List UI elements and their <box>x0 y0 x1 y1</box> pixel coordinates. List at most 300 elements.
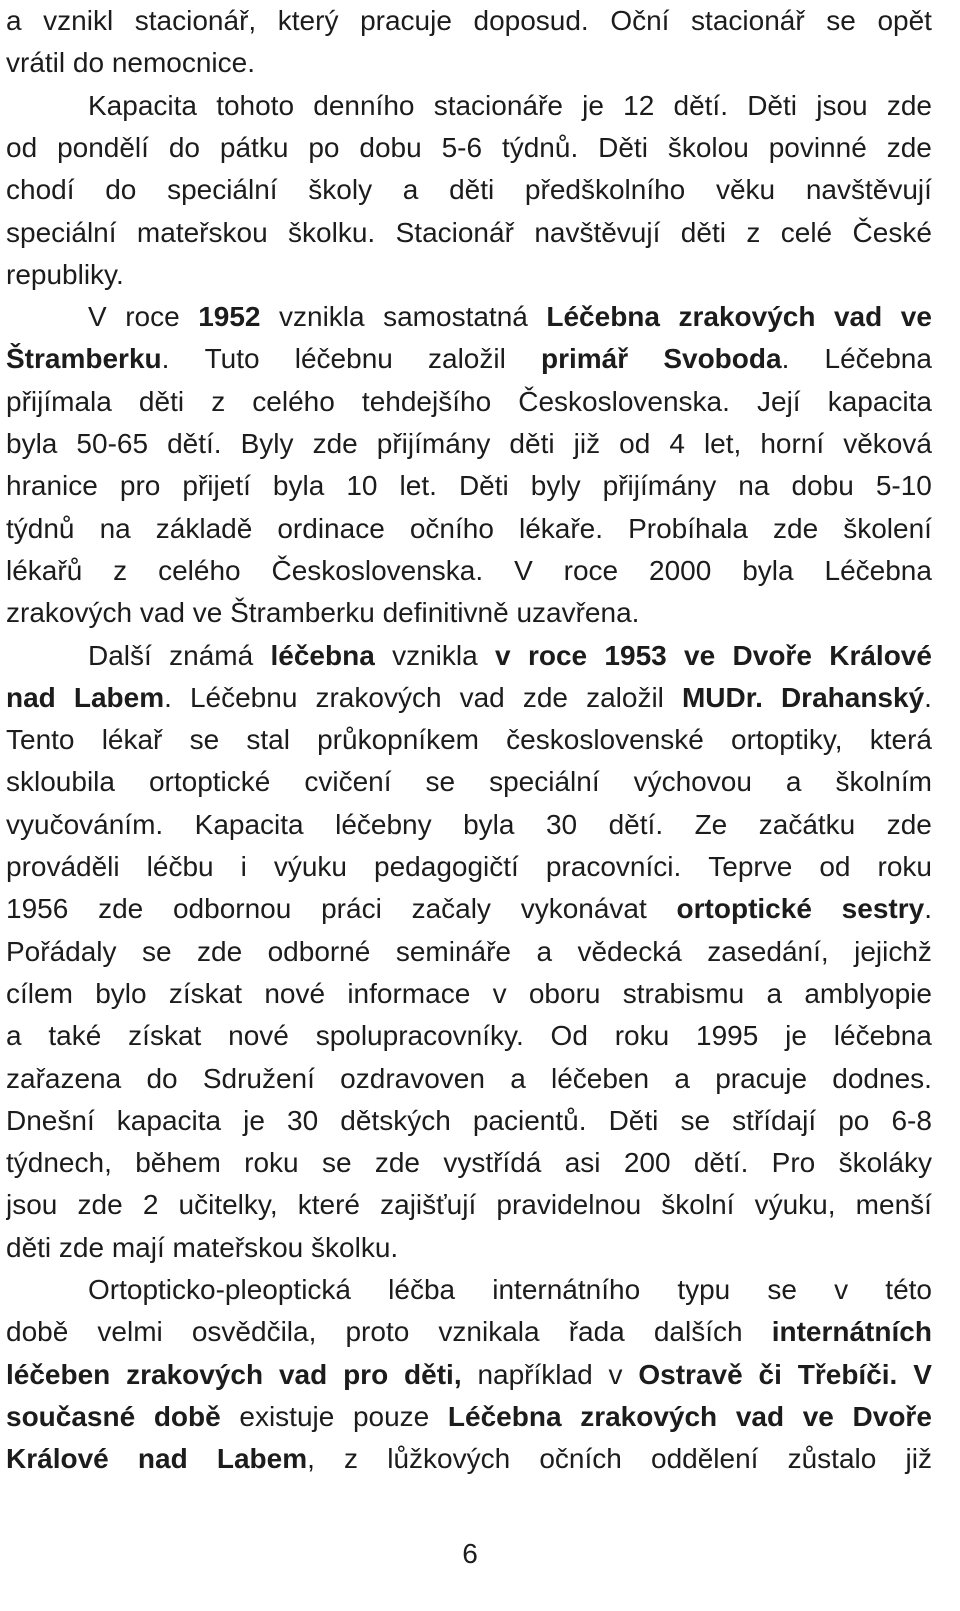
bold-text: v <box>495 639 511 671</box>
text-line <box>6 1184 932 1226</box>
text-word: horní <box>760 428 825 459</box>
bold-text: 1952 <box>198 301 261 333</box>
text-word: Pro <box>771 1147 816 1179</box>
text-word: základě <box>155 512 253 544</box>
bold-text: Labem <box>216 1443 308 1475</box>
text-word: speciální <box>6 216 117 248</box>
text-word: zajišťují <box>380 1189 477 1221</box>
text-word: zde <box>98 893 144 925</box>
text-word: lékařů <box>6 554 83 586</box>
text-word: této <box>885 1274 932 1305</box>
text-word: školku. <box>288 216 376 248</box>
bold-text: ve <box>802 1400 834 1432</box>
text-word: roku <box>877 851 932 882</box>
text-word: československé <box>506 724 704 756</box>
text-word: děti <box>449 174 495 206</box>
text-line <box>6 888 932 930</box>
text-word: cvičení <box>304 766 392 798</box>
text-word: asi <box>564 1147 601 1179</box>
text-line <box>6 212 932 254</box>
text-word: Léčebna <box>824 554 932 586</box>
text-word: předškolního <box>524 174 686 206</box>
text-word: přijímány <box>602 470 717 502</box>
text-word: výuku <box>273 851 348 882</box>
text-word: řada <box>568 1316 625 1348</box>
text-word: povinné <box>768 131 867 163</box>
bold-text: době <box>153 1400 221 1432</box>
bold-text: zrakových <box>580 1400 718 1432</box>
text-line <box>6 465 932 507</box>
text-word: navštěvují <box>805 174 932 206</box>
text-word: typu <box>677 1274 731 1305</box>
text-word: školou <box>667 131 749 163</box>
text-word: lékaře. <box>518 512 604 544</box>
text-word: založil <box>586 681 664 713</box>
text-line <box>6 0 932 42</box>
text-word: 4 <box>669 428 685 459</box>
bold-text: Králové <box>829 639 932 671</box>
bold-text: Drahanský <box>780 681 925 713</box>
text-word: denního <box>313 89 415 121</box>
text-line <box>6 1396 932 1438</box>
text-word: zůstalo <box>787 1443 877 1475</box>
text-word: . <box>924 893 932 925</box>
text-word: , <box>307 1443 315 1475</box>
text-word: v <box>834 1274 849 1305</box>
text-word: Československa. <box>271 554 484 586</box>
text-line <box>6 1058 932 1100</box>
text-word: léčebnu <box>294 343 393 375</box>
text-word: týdnech, <box>6 1147 112 1179</box>
text-line <box>6 1438 932 1480</box>
text-word: je <box>243 1104 265 1136</box>
bold-text: sestry <box>841 893 925 925</box>
text-word: v <box>492 977 507 1009</box>
text-word: z <box>344 1443 359 1475</box>
text-word: semináře <box>395 935 511 967</box>
text-word: jsou <box>6 1189 58 1221</box>
text-word: Od <box>550 1020 588 1052</box>
text-word: vznikla <box>279 301 365 333</box>
text-word: přijetí <box>182 470 251 502</box>
text-word: která <box>869 724 932 756</box>
bold-text: Štramberku <box>6 343 162 375</box>
text-word: jejichž <box>854 935 932 967</box>
bold-text: 1953 <box>604 639 667 671</box>
text-word: Probíhala <box>628 512 748 544</box>
text-word: kapacita <box>827 385 932 417</box>
text-word: po <box>308 131 340 163</box>
text-word: již <box>573 428 601 459</box>
text-line <box>6 169 932 211</box>
text-word: . <box>164 681 172 713</box>
text-word: děti <box>138 385 185 417</box>
text-word: nové <box>264 977 326 1009</box>
text-line <box>6 550 932 592</box>
bold-text: Léčebna <box>546 301 660 333</box>
text-word: Československa. <box>518 385 730 417</box>
text-word: průkopníkem <box>317 724 479 756</box>
text-word: doposud. <box>473 5 589 36</box>
text-word: pondělí <box>57 131 149 163</box>
text-word: po <box>838 1104 870 1136</box>
text-word: na <box>99 512 131 544</box>
text-word: Děti <box>608 1104 659 1136</box>
bold-text: vad <box>278 1358 328 1390</box>
text-word: Léčebnu <box>189 681 298 713</box>
text-word: přijímány <box>376 428 491 459</box>
text-word: 10 <box>346 470 378 502</box>
text-word: 5-6 <box>441 131 483 163</box>
text-line <box>6 127 932 169</box>
text-word: V <box>88 301 107 333</box>
text-word: bylo <box>95 977 147 1009</box>
text-word: děti <box>680 216 726 248</box>
text-word: pátku <box>219 131 289 163</box>
text-word: dětí. <box>693 1147 749 1179</box>
text-word: 1956 <box>6 893 69 925</box>
text-word: jsou <box>816 89 868 121</box>
text-line <box>6 508 932 550</box>
text-word: z <box>746 216 761 248</box>
text-word: a <box>785 766 802 798</box>
bold-text: Králové <box>6 1443 109 1475</box>
text-word: chodí <box>6 174 75 206</box>
text-word: v <box>608 1358 623 1390</box>
text-word: Oční <box>610 5 670 36</box>
text-word: skloubila <box>6 766 115 798</box>
text-word: dalších <box>653 1316 743 1348</box>
text-word: práci <box>321 893 382 925</box>
text-run: zrakových vad ve Štramberku definitivně uzavřena. <box>6 597 640 629</box>
text-word: roce <box>563 554 619 586</box>
text-word: se <box>826 5 856 36</box>
text-word: Stacionář <box>395 216 514 248</box>
text-word: . <box>161 343 170 375</box>
text-word: V <box>514 554 533 586</box>
text-word: Její <box>757 385 801 417</box>
word-group <box>663 338 789 380</box>
text-word: spolupracovníky. <box>315 1020 524 1052</box>
text-word: se <box>680 1104 711 1136</box>
text-word: týdnů <box>6 512 75 544</box>
text-word: ortoptické <box>148 766 271 798</box>
text-run: děti zde mají mateřskou školku. <box>6 1231 399 1263</box>
text-word: dětí. <box>608 808 664 840</box>
text-word: informace <box>347 977 471 1009</box>
text-word: navštěvují <box>534 216 661 248</box>
bold-text: nad <box>137 1443 188 1475</box>
text-word: internátního <box>492 1274 641 1305</box>
text-run: vrátil do nemocnice. <box>6 47 256 79</box>
text-word: zde <box>374 1147 420 1179</box>
text-line <box>6 804 932 846</box>
text-word: pracovníci. <box>545 851 682 882</box>
text-word: 1995 <box>696 1020 759 1052</box>
text-word: osvědčila, <box>191 1316 317 1348</box>
text-word: samostatná <box>383 301 528 333</box>
bold-text: zrakových <box>126 1358 264 1390</box>
text-word: získat <box>128 1020 202 1052</box>
text-word: Sdružení <box>202 1062 315 1094</box>
text-word: Tuto <box>204 343 260 375</box>
text-word: očních <box>539 1443 622 1475</box>
bold-text: děti, <box>404 1358 462 1390</box>
word-group <box>217 1438 315 1480</box>
text-word: pravidelnou <box>496 1189 642 1221</box>
text-word: proto <box>345 1316 410 1348</box>
text-word: tehdejšího <box>361 385 492 417</box>
bold-text: vad <box>833 301 883 333</box>
text-word: od <box>619 428 651 459</box>
bold-text: ortoptické <box>676 893 812 925</box>
text-word: do <box>168 131 200 163</box>
text-word: roce <box>125 301 180 333</box>
text-word: odborné <box>267 935 371 967</box>
text-word: vznikla <box>392 639 478 671</box>
text-line <box>6 677 932 719</box>
text-word: . <box>781 343 790 375</box>
bold-text: Třebíči. <box>797 1358 898 1390</box>
text-word: z <box>211 385 226 417</box>
text-line <box>6 1269 932 1311</box>
text-word: během <box>135 1147 221 1179</box>
text-word: celé <box>780 216 833 248</box>
text-word: věková <box>843 428 932 459</box>
text-word: děti <box>509 428 555 459</box>
text-word: zasedání, <box>707 935 829 967</box>
text-line <box>6 254 932 296</box>
text-word: speciální <box>489 766 600 798</box>
text-word: z <box>113 554 128 586</box>
text-word: věku <box>715 174 776 206</box>
text-word: Děti <box>598 131 648 163</box>
text-word: výuku, <box>754 1189 836 1221</box>
bold-text: Svoboda <box>663 343 782 375</box>
text-word: do <box>146 1062 178 1094</box>
text-word: se <box>189 724 220 756</box>
text-word: byla <box>272 470 325 502</box>
text-word: očního <box>409 512 494 544</box>
text-word: vad <box>459 681 505 713</box>
text-word: lékař <box>101 724 163 756</box>
text-word: zde <box>77 1189 123 1221</box>
text-line <box>6 1142 932 1184</box>
text-line <box>6 85 932 127</box>
text-word: pedagogičtí <box>374 851 519 882</box>
text-line <box>6 592 932 634</box>
text-word: školáky <box>838 1147 932 1179</box>
text-line <box>6 296 932 338</box>
text-word: dodnes. <box>832 1062 932 1094</box>
text-word: roku <box>614 1020 670 1052</box>
text-word: Kapacita <box>194 808 304 840</box>
word-group <box>842 888 932 930</box>
text-word: Léčebna <box>824 343 932 375</box>
bold-text: Labem <box>73 681 165 713</box>
text-line <box>6 846 932 888</box>
text-word: stacionář, <box>134 5 257 36</box>
text-word: školy <box>308 174 373 206</box>
text-word: 30 <box>287 1104 319 1136</box>
text-word: výchovou <box>633 766 752 798</box>
bold-text: zrakových <box>678 301 816 333</box>
text-line <box>6 42 932 84</box>
text-word: střídají <box>732 1104 817 1136</box>
text-word: léčebny <box>335 808 432 840</box>
text-word: přijímala <box>6 385 112 417</box>
text-word: získat <box>168 977 243 1009</box>
bold-text: pro <box>343 1358 389 1390</box>
text-word: je <box>582 89 604 121</box>
text-word: také <box>48 1020 102 1052</box>
text-word: se <box>141 935 172 967</box>
text-word: menší <box>855 1189 932 1221</box>
text-word: strabismu <box>622 977 745 1009</box>
text-word: školení <box>843 512 932 544</box>
text-word: ortoptiky, <box>731 724 843 756</box>
text-word: dobu <box>359 131 422 163</box>
text-word: odbornou <box>172 893 292 925</box>
text-line <box>6 761 932 803</box>
text-word: 2000 <box>649 554 712 586</box>
text-word: celého <box>158 554 241 586</box>
text-word: dobu <box>791 470 854 502</box>
text-word: je <box>785 1020 807 1052</box>
text-word: 6-8 <box>891 1104 932 1136</box>
text-word: Tento <box>6 724 75 756</box>
text-word: vznikl <box>43 5 114 36</box>
text-word: mateřskou <box>136 216 268 248</box>
text-word: na <box>738 470 770 502</box>
text-word: byla <box>742 554 794 586</box>
text-word: amblyopie <box>804 977 932 1009</box>
bold-text: V <box>913 1358 932 1390</box>
text-word: let. <box>399 470 437 502</box>
text-word: školním <box>835 766 932 798</box>
text-word: stacionář <box>691 5 805 36</box>
bold-text: Dvoře <box>852 1400 932 1432</box>
text-line <box>6 1311 932 1353</box>
text-word: existuje <box>239 1400 335 1432</box>
text-word: České <box>852 216 932 248</box>
text-word: zde <box>886 89 932 121</box>
text-word: opět <box>877 5 932 36</box>
bold-text: internátních <box>771 1316 932 1348</box>
text-word: nové <box>228 1020 289 1052</box>
text-word: tohoto <box>216 89 295 121</box>
text-word: Další <box>88 639 152 671</box>
text-line <box>6 338 932 380</box>
text-word: a <box>402 174 419 206</box>
bold-text: Ostravě <box>638 1358 743 1390</box>
bold-text: Dvoře <box>732 639 812 671</box>
text-word: stacionáře <box>433 89 563 121</box>
text-word: 200 <box>623 1147 671 1179</box>
text-word: se <box>425 766 456 798</box>
text-run: republiky. <box>6 258 124 290</box>
text-word: a <box>536 935 553 967</box>
bold-text: MUDr. <box>681 681 763 713</box>
text-word: Ortopticko-pleoptická <box>88 1274 352 1305</box>
text-word: pouze <box>352 1400 430 1432</box>
text-word: vyučováním. <box>6 808 164 840</box>
text-word: zde <box>312 428 358 459</box>
text-word: Děti <box>458 470 509 502</box>
bold-text: primář <box>541 343 629 375</box>
text-word: roku <box>244 1147 299 1179</box>
bold-text: roce <box>527 639 588 671</box>
text-word: době <box>6 1316 69 1348</box>
text-word: vznikala <box>438 1316 540 1348</box>
text-line <box>6 1015 932 1057</box>
text-word: zde <box>773 512 819 544</box>
text-word: léčebna <box>833 1020 932 1052</box>
text-word: zde <box>522 681 568 713</box>
text-word: byly <box>530 470 581 502</box>
text-word: vědecká <box>577 935 682 967</box>
text-word: celého <box>252 385 335 417</box>
text-word: vykonávat <box>520 893 647 925</box>
bold-text: ve <box>900 301 932 333</box>
text-word: 2 <box>142 1189 159 1221</box>
bold-text: ve <box>684 639 716 671</box>
text-word: byla <box>463 808 515 840</box>
text-word: zde <box>197 935 243 967</box>
text-word: prováděli <box>6 851 120 882</box>
text-word: zařazena <box>6 1062 122 1094</box>
text-line <box>6 423 932 465</box>
text-word: velmi <box>97 1316 163 1348</box>
text-word: léčba <box>388 1274 456 1305</box>
text-word: od <box>6 131 38 163</box>
text-word: Kapacita <box>88 89 197 121</box>
word-group <box>74 677 172 719</box>
text-word: lůžkových <box>387 1443 511 1475</box>
text-word: Děti <box>747 89 797 121</box>
text-word: již <box>905 1443 932 1475</box>
text-word: i <box>240 851 247 882</box>
text-word: léčbu <box>146 851 214 882</box>
text-word: pracuje <box>360 5 452 36</box>
text-word: od <box>819 851 851 882</box>
text-line <box>6 1227 932 1269</box>
text-word: Byly <box>240 428 294 459</box>
text-word: dětí. <box>673 89 728 121</box>
text-word: hranice <box>6 470 98 502</box>
text-word: školní <box>661 1189 735 1221</box>
text-line <box>6 635 932 677</box>
text-word: které <box>297 1189 360 1221</box>
text-word: a <box>6 5 22 36</box>
text-word: zde <box>886 131 932 163</box>
text-word: dětí. <box>167 428 222 459</box>
text-line <box>6 973 932 1015</box>
text-word: týdnů. <box>501 131 579 163</box>
text-word: začátku <box>758 808 856 840</box>
text-word: oboru <box>528 977 601 1009</box>
text-word: a <box>766 977 783 1009</box>
text-word: 30 <box>545 808 578 840</box>
text-word: začaly <box>411 893 491 925</box>
text-word: léčeben <box>551 1062 650 1094</box>
text-line <box>6 931 932 973</box>
text-word: . <box>924 681 932 713</box>
text-word: pro <box>119 470 161 502</box>
bold-text: léčebna <box>270 639 375 671</box>
text-word: let, <box>703 428 742 459</box>
bold-text: vad <box>735 1400 785 1432</box>
